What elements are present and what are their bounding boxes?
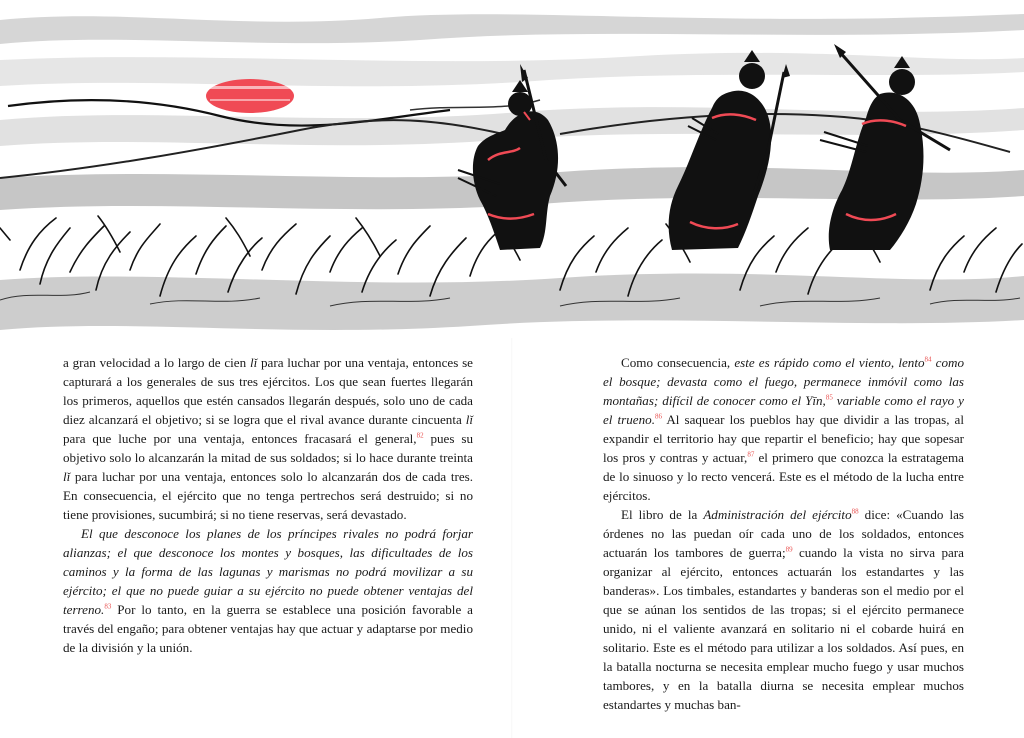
italic-text: Administración del ejército — [703, 507, 852, 522]
text-run: Al saquear los pueblos hay que dividir a las tropas, al expandir el territorio hay que repartir el beneficio; hay que sopesar los pros y contras y actuar, — [603, 412, 964, 465]
text-run: El libro de la — [621, 507, 704, 522]
italic-text: variable como el rayo y el trueno. — [603, 393, 964, 427]
paragraph — [603, 353, 964, 505]
warrior-silhouette — [669, 50, 790, 250]
page-gutter — [511, 338, 513, 738]
warrior-silhouette — [458, 64, 566, 250]
text-run: el primero que conozca la estratagema de lo sinuoso y lo recto vencerá. Este es el método de la lucha entre ejércitos. — [603, 450, 964, 503]
paragraph — [63, 353, 473, 524]
text-run: para luchar por una ventaja, entonces solo lo alcanzarán dos de cada tres. En consecuencia, el ejército que no tenga pertrechos será destruido; si no tiene provisiones, sucumbirá; si no tiene reservas, será devastado. — [63, 469, 473, 522]
footnote-ref[interactable]: 83 — [104, 602, 112, 611]
italic-text: como el bosque; devasta como el fuego, permanece inmóvil como las montañas; difícil de conocer como el Yīn, — [603, 355, 964, 408]
text-run: a gran velocidad a lo largo de cien — [63, 355, 250, 370]
text-run: pues su objetivo solo lo alcanzarán la mitad de sus soldados; si lo hace durante treinta — [63, 431, 473, 465]
italic-text: este es rápido como el viento, lento — [734, 355, 925, 370]
italic-text: El que desconoce los planes de los príncipes rivales no podrá forjar alianzas; el que desconoce los montes y bosques, las dificultades de los caminos y la forma de las lagunas y marismas no podrá movilizar a su ejército; el que no puede guiar a su ejército no puede obtener ventajas del terreno. — [63, 526, 473, 617]
text-run: para luchar por una ventaja, entonces se capturará a los generales de sus tres ejércitos. Los que sean fuertes llegarán los primeros, aquellos que estén cansados llegarán después, solo uno de cada diez alcanzará el objetivo; si se logra que el rival avance durante cincuenta — [63, 355, 473, 427]
left-page-text — [63, 353, 473, 657]
text-run: Por lo tanto, en la guerra se establece una posición favorable a través del engaño; para obtener ventajas hay que actuar y adaptarse por medio de la división y la unión. — [63, 602, 473, 655]
footnote-ref[interactable]: 89 — [785, 545, 793, 554]
italic-text: lǐ — [63, 469, 71, 484]
footnote-ref[interactable]: 86 — [654, 412, 662, 421]
warriors-in-grass-icon — [0, 14, 1024, 330]
italic-text: lǐ — [249, 355, 258, 370]
footnote-ref[interactable]: 88 — [851, 507, 859, 516]
text-run: cuando la vista no sirva para organizar al ejército, entonces actuarán los estandartes y las banderas». Los timbales, estandartes y banderas son el medio por el que se aúnan los sentidos de las tropas; si el ejército permanece unido, ni el valiente avanzará en solitario ni el cobarde huirá en solitario. Este es el método para utilizar a los soldados. Así pues, en la batalla nocturna se necesita emplear mucho fuego y usar muchos tambores, y en la batalla diurna se necesita emplear muchos estandartes y muchas ban- — [603, 545, 964, 712]
ink-illustration — [0, 0, 1024, 338]
text-run: Como consecuencia, — [621, 355, 735, 370]
footnote-ref[interactable]: 85 — [825, 393, 833, 402]
sun-icon — [206, 79, 294, 113]
footnote-ref[interactable]: 82 — [416, 431, 424, 440]
paragraph — [63, 524, 473, 657]
footnote-ref[interactable]: 87 — [747, 450, 755, 459]
right-page-text — [603, 353, 964, 714]
footnote-ref[interactable]: 84 — [924, 355, 932, 364]
italic-text: lǐ — [465, 412, 473, 427]
text-run: dice: «Cuando las órdenes no las puedan oír cada uno de los soldados, entonces actuarán los tambores de guerra; — [603, 507, 964, 560]
text-run: para que luche por una ventaja, entonces fracasará el general, — [63, 431, 417, 446]
paragraph — [603, 505, 964, 714]
